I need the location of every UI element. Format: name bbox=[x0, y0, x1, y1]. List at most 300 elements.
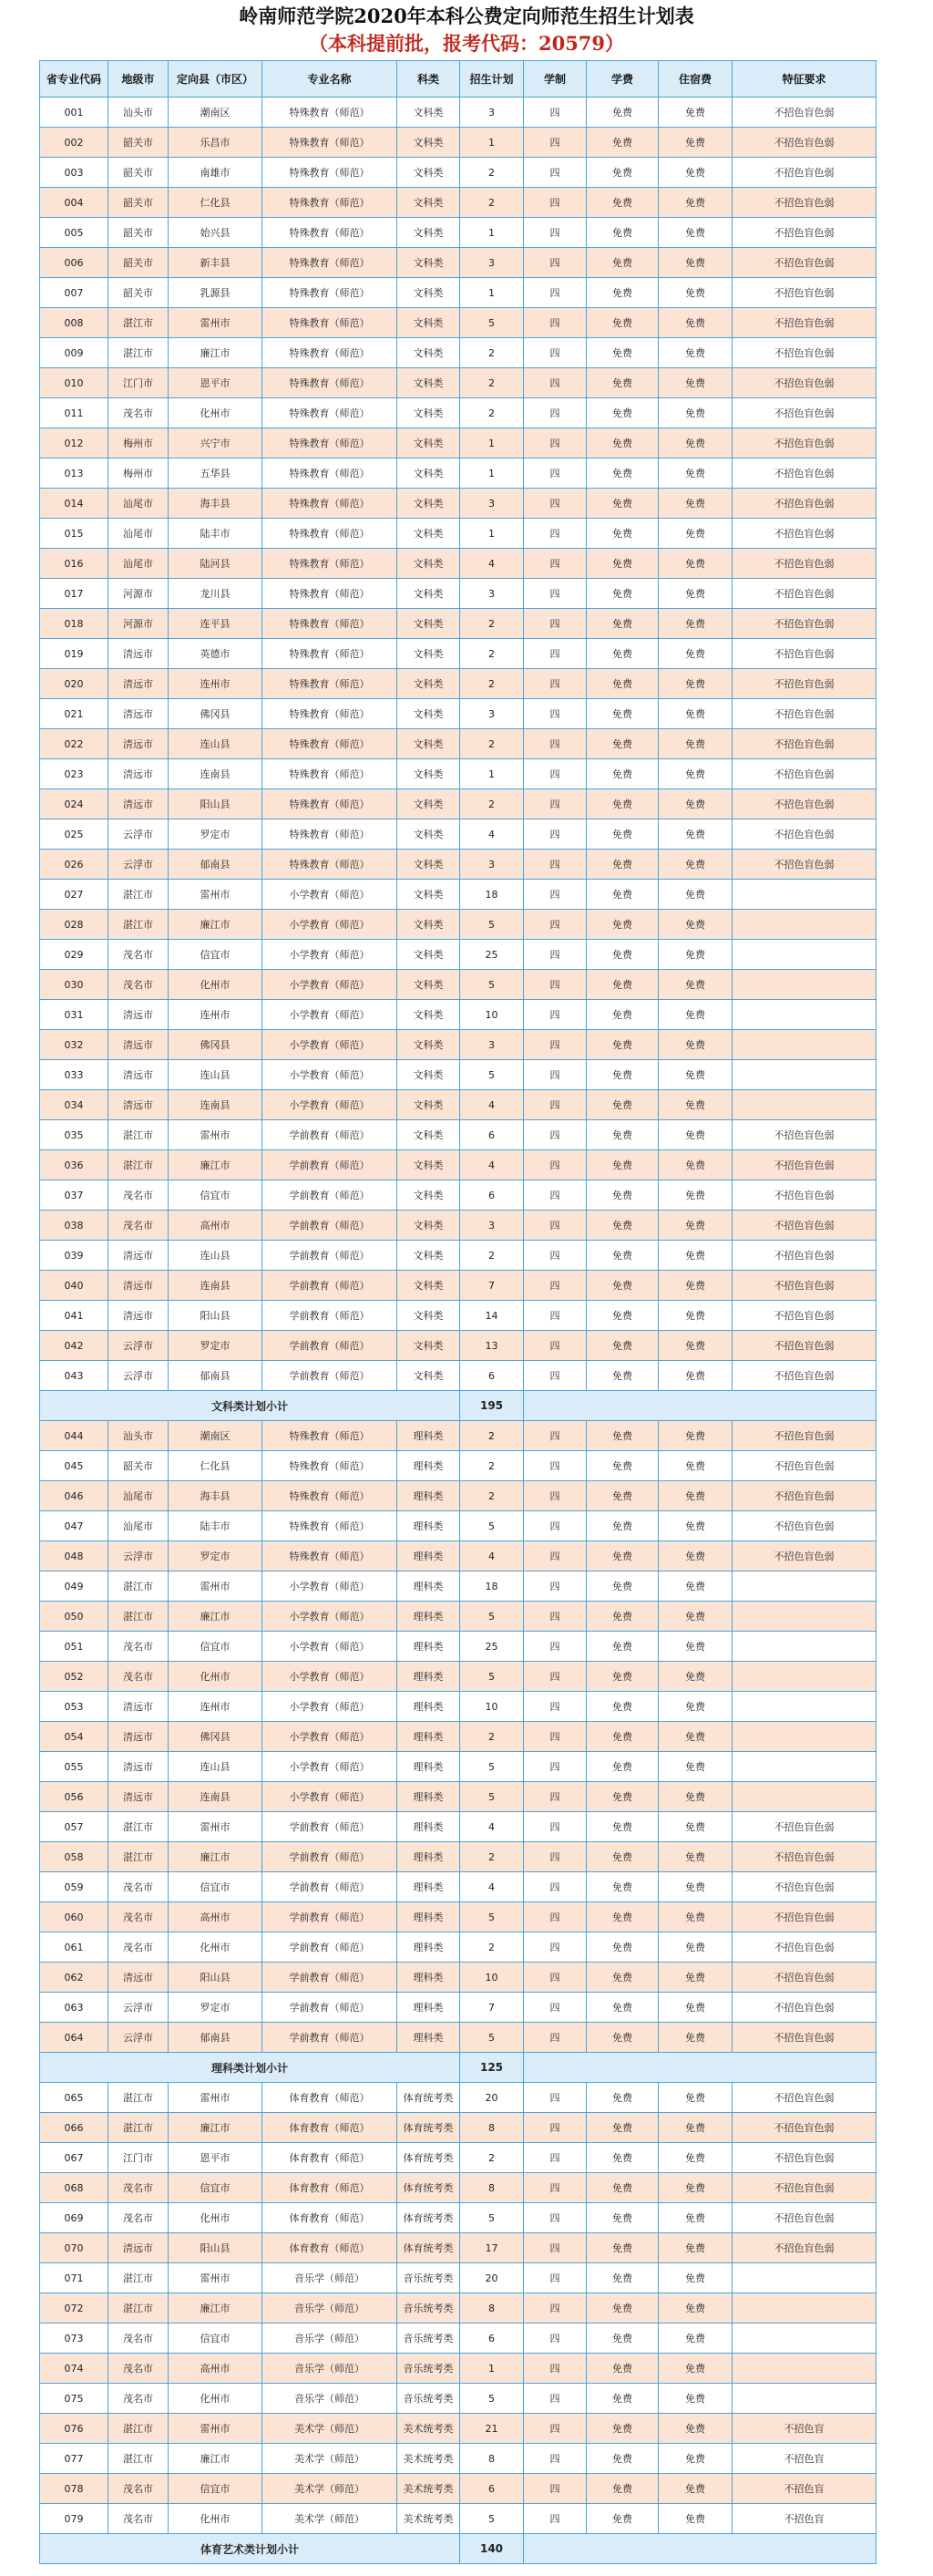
requirement-cell: 不招色盲色弱 bbox=[733, 2023, 877, 2053]
table-row bbox=[40, 1963, 877, 1993]
code-cell: 003 bbox=[40, 158, 108, 188]
major-cell: 小学教育（师范） bbox=[262, 1571, 397, 1602]
category-cell: 文科类 bbox=[397, 1271, 460, 1301]
tuition-cell: 免费 bbox=[587, 1211, 659, 1241]
duration-cell: 四 bbox=[524, 2233, 587, 2263]
col-header-quota: 招生计划 bbox=[460, 61, 524, 98]
housing-cell: 免费 bbox=[659, 729, 733, 759]
category-cell: 体育统考类 bbox=[397, 2113, 460, 2143]
county-cell: 连南县 bbox=[169, 1090, 262, 1120]
quota-cell: 6 bbox=[460, 2474, 524, 2504]
subtotal-empty bbox=[524, 2534, 877, 2564]
requirement-cell bbox=[733, 1571, 877, 1602]
requirement-cell: 不招色盲色弱 bbox=[733, 1361, 877, 1391]
quota-cell: 2 bbox=[460, 669, 524, 699]
table-row bbox=[40, 1241, 877, 1271]
major-cell: 特殊教育（师范） bbox=[262, 759, 397, 789]
duration-cell: 四 bbox=[524, 308, 587, 338]
major-cell: 小学教育（师范） bbox=[262, 1692, 397, 1722]
code-cell: 055 bbox=[40, 1752, 108, 1782]
quota-cell: 2 bbox=[460, 639, 524, 669]
table-row bbox=[40, 2143, 877, 2173]
county-cell: 廉江市 bbox=[169, 910, 262, 940]
col-header-city: 地级市 bbox=[108, 61, 169, 98]
duration-cell: 四 bbox=[524, 639, 587, 669]
table-row bbox=[40, 158, 877, 188]
tuition-cell: 免费 bbox=[587, 1481, 659, 1511]
city-cell: 河源市 bbox=[108, 579, 169, 609]
major-cell: 小学教育（师范） bbox=[262, 1030, 397, 1060]
major-cell: 学前教育（师范） bbox=[262, 1842, 397, 1872]
city-cell: 茂名市 bbox=[108, 2203, 169, 2233]
tuition-cell: 免费 bbox=[587, 338, 659, 368]
code-cell: 050 bbox=[40, 1602, 108, 1632]
city-cell: 云浮市 bbox=[108, 819, 169, 850]
quota-cell: 5 bbox=[460, 2023, 524, 2053]
housing-cell: 免费 bbox=[659, 1902, 733, 1932]
housing-cell: 免费 bbox=[659, 2083, 733, 2113]
category-cell: 文科类 bbox=[397, 519, 460, 549]
requirement-cell: 不招色盲色弱 bbox=[733, 1932, 877, 1963]
requirement-cell bbox=[733, 2293, 877, 2324]
col-header-housing: 住宿费 bbox=[659, 61, 733, 98]
duration-cell: 四 bbox=[524, 519, 587, 549]
major-cell: 特殊教育（师范） bbox=[262, 699, 397, 729]
county-cell: 阳山县 bbox=[169, 2233, 262, 2263]
category-cell: 文科类 bbox=[397, 1301, 460, 1331]
requirement-cell: 不招色盲色弱 bbox=[733, 1993, 877, 2023]
code-cell: 001 bbox=[40, 98, 108, 128]
county-cell: 恩平市 bbox=[169, 368, 262, 398]
city-cell: 云浮市 bbox=[108, 1993, 169, 2023]
duration-cell: 四 bbox=[524, 1752, 587, 1782]
table-row bbox=[40, 2173, 877, 2203]
duration-cell: 四 bbox=[524, 2143, 587, 2173]
code-cell: 008 bbox=[40, 308, 108, 338]
subtotal-value: 195 bbox=[460, 1391, 524, 1421]
table-row bbox=[40, 1782, 877, 1812]
tuition-cell: 免费 bbox=[587, 1932, 659, 1963]
category-cell: 文科类 bbox=[397, 970, 460, 1000]
housing-cell: 免费 bbox=[659, 1421, 733, 1451]
code-cell: 021 bbox=[40, 699, 108, 729]
duration-cell: 四 bbox=[524, 98, 587, 128]
housing-cell: 免费 bbox=[659, 970, 733, 1000]
category-cell: 文科类 bbox=[397, 218, 460, 248]
duration-cell: 四 bbox=[524, 1271, 587, 1301]
code-cell: 014 bbox=[40, 489, 108, 519]
tuition-cell: 免费 bbox=[587, 549, 659, 579]
major-cell: 特殊教育（师范） bbox=[262, 639, 397, 669]
quota-cell: 1 bbox=[460, 218, 524, 248]
category-cell: 理科类 bbox=[397, 1662, 460, 1692]
table-row bbox=[40, 2293, 877, 2324]
duration-cell: 四 bbox=[524, 2263, 587, 2293]
table-row bbox=[40, 1993, 877, 2023]
requirement-cell: 不招色盲色弱 bbox=[733, 308, 877, 338]
quota-cell: 5 bbox=[460, 2384, 524, 2414]
col-header-major: 专业名称 bbox=[262, 61, 397, 98]
category-cell: 理科类 bbox=[397, 1511, 460, 1541]
county-cell: 五华县 bbox=[169, 459, 262, 489]
category-cell: 体育统考类 bbox=[397, 2143, 460, 2173]
code-cell: 015 bbox=[40, 519, 108, 549]
category-cell: 音乐统考类 bbox=[397, 2263, 460, 2293]
category-cell: 文科类 bbox=[397, 98, 460, 128]
code-cell: 013 bbox=[40, 459, 108, 489]
city-cell: 清远市 bbox=[108, 1090, 169, 1120]
quota-cell: 5 bbox=[460, 1782, 524, 1812]
code-cell: 010 bbox=[40, 368, 108, 398]
city-cell: 梅州市 bbox=[108, 459, 169, 489]
category-cell: 理科类 bbox=[397, 1932, 460, 1963]
county-cell: 郁南县 bbox=[169, 1361, 262, 1391]
table-row bbox=[40, 1120, 877, 1150]
requirement-cell: 不招色盲色弱 bbox=[733, 1842, 877, 1872]
city-cell: 湛江市 bbox=[108, 1812, 169, 1842]
category-cell: 文科类 bbox=[397, 489, 460, 519]
housing-cell: 免费 bbox=[659, 2504, 733, 2534]
code-cell: 044 bbox=[40, 1421, 108, 1451]
duration-cell: 四 bbox=[524, 278, 587, 308]
quota-cell: 5 bbox=[460, 1602, 524, 1632]
quota-cell: 1 bbox=[460, 759, 524, 789]
housing-cell: 免费 bbox=[659, 1120, 733, 1150]
duration-cell: 四 bbox=[524, 1060, 587, 1090]
duration-cell: 四 bbox=[524, 1120, 587, 1150]
quota-cell: 20 bbox=[460, 2083, 524, 2113]
category-cell: 文科类 bbox=[397, 278, 460, 308]
tuition-cell: 免费 bbox=[587, 2293, 659, 2324]
county-cell: 信宜市 bbox=[169, 2474, 262, 2504]
requirement-cell: 不招色盲色弱 bbox=[733, 459, 877, 489]
city-cell: 江门市 bbox=[108, 368, 169, 398]
housing-cell: 免费 bbox=[659, 1571, 733, 1602]
duration-cell: 四 bbox=[524, 489, 587, 519]
duration-cell: 四 bbox=[524, 2023, 587, 2053]
tuition-cell: 免费 bbox=[587, 2324, 659, 2354]
housing-cell: 免费 bbox=[659, 218, 733, 248]
housing-cell: 免费 bbox=[659, 1180, 733, 1211]
tuition-cell: 免费 bbox=[587, 1602, 659, 1632]
duration-cell: 四 bbox=[524, 1030, 587, 1060]
county-cell: 连南县 bbox=[169, 1271, 262, 1301]
major-cell: 特殊教育（师范） bbox=[262, 128, 397, 158]
col-header-category: 科类 bbox=[397, 61, 460, 98]
category-cell: 文科类 bbox=[397, 789, 460, 819]
duration-cell: 四 bbox=[524, 1241, 587, 1271]
county-cell: 连山县 bbox=[169, 729, 262, 759]
county-cell: 佛冈县 bbox=[169, 1722, 262, 1752]
city-cell: 汕尾市 bbox=[108, 549, 169, 579]
tuition-cell: 免费 bbox=[587, 2444, 659, 2474]
duration-cell: 四 bbox=[524, 609, 587, 639]
category-cell: 美术统考类 bbox=[397, 2414, 460, 2444]
quota-cell: 2 bbox=[460, 1241, 524, 1271]
code-cell: 020 bbox=[40, 669, 108, 699]
quota-cell: 5 bbox=[460, 1662, 524, 1692]
major-cell: 学前教育（师范） bbox=[262, 1331, 397, 1361]
requirement-cell bbox=[733, 1752, 877, 1782]
code-cell: 006 bbox=[40, 248, 108, 278]
requirement-cell: 不招色盲色弱 bbox=[733, 158, 877, 188]
major-cell: 小学教育（师范） bbox=[262, 1602, 397, 1632]
housing-cell: 免费 bbox=[659, 1331, 733, 1361]
city-cell: 清远市 bbox=[108, 1692, 169, 1722]
county-cell: 雷州市 bbox=[169, 2263, 262, 2293]
county-cell: 连山县 bbox=[169, 1241, 262, 1271]
city-cell: 茂名市 bbox=[108, 2504, 169, 2534]
county-cell: 信宜市 bbox=[169, 2324, 262, 2354]
housing-cell: 免费 bbox=[659, 2173, 733, 2203]
tuition-cell: 免费 bbox=[587, 1571, 659, 1602]
major-cell: 特殊教育（师范） bbox=[262, 579, 397, 609]
code-cell: 058 bbox=[40, 1842, 108, 1872]
duration-cell: 四 bbox=[524, 2203, 587, 2233]
housing-cell: 免费 bbox=[659, 639, 733, 669]
category-cell: 文科类 bbox=[397, 1120, 460, 1150]
requirement-cell: 不招色盲色弱 bbox=[733, 428, 877, 459]
duration-cell: 四 bbox=[524, 1451, 587, 1481]
major-cell: 学前教育（师范） bbox=[262, 2023, 397, 2053]
code-cell: 030 bbox=[40, 970, 108, 1000]
table-row bbox=[40, 970, 877, 1000]
county-cell: 乳源县 bbox=[169, 278, 262, 308]
category-cell: 文科类 bbox=[397, 1090, 460, 1120]
major-cell: 学前教育（师范） bbox=[262, 1301, 397, 1331]
requirement-cell: 不招色盲 bbox=[733, 2444, 877, 2474]
code-cell: 042 bbox=[40, 1331, 108, 1361]
county-cell: 英德市 bbox=[169, 639, 262, 669]
county-cell: 廉江市 bbox=[169, 2113, 262, 2143]
quota-cell: 18 bbox=[460, 880, 524, 910]
city-cell: 清远市 bbox=[108, 1271, 169, 1301]
county-cell: 海丰县 bbox=[169, 489, 262, 519]
quota-cell: 20 bbox=[460, 2263, 524, 2293]
category-cell: 理科类 bbox=[397, 1993, 460, 2023]
category-cell: 美术统考类 bbox=[397, 2474, 460, 2504]
category-cell: 文科类 bbox=[397, 398, 460, 428]
code-cell: 002 bbox=[40, 128, 108, 158]
requirement-cell: 不招色盲色弱 bbox=[733, 639, 877, 669]
major-cell: 学前教育（师范） bbox=[262, 1902, 397, 1932]
major-cell: 特殊教育（师范） bbox=[262, 98, 397, 128]
major-cell: 小学教育（师范） bbox=[262, 940, 397, 970]
housing-cell: 免费 bbox=[659, 2444, 733, 2474]
requirement-cell: 不招色盲色弱 bbox=[733, 549, 877, 579]
subtotal-label: 文科类计划小计 bbox=[40, 1391, 460, 1421]
requirement-cell: 不招色盲色弱 bbox=[733, 729, 877, 759]
tuition-cell: 免费 bbox=[587, 910, 659, 940]
housing-cell: 免费 bbox=[659, 2113, 733, 2143]
table-row bbox=[40, 489, 877, 519]
col-header-county: 定向县（市区） bbox=[169, 61, 262, 98]
county-cell: 潮南区 bbox=[169, 1421, 262, 1451]
county-cell: 化州市 bbox=[169, 398, 262, 428]
page-subtitle: （本科提前批，报考代码：20579） bbox=[308, 32, 625, 55]
city-cell: 清远市 bbox=[108, 1752, 169, 1782]
duration-cell: 四 bbox=[524, 1902, 587, 1932]
category-cell: 理科类 bbox=[397, 1902, 460, 1932]
county-cell: 雷州市 bbox=[169, 2414, 262, 2444]
requirement-cell: 不招色盲 bbox=[733, 2474, 877, 2504]
quota-cell: 4 bbox=[460, 1872, 524, 1902]
tuition-cell: 免费 bbox=[587, 639, 659, 669]
city-cell: 茂名市 bbox=[108, 1902, 169, 1932]
duration-cell: 四 bbox=[524, 1662, 587, 1692]
major-cell: 小学教育（师范） bbox=[262, 1752, 397, 1782]
requirement-cell bbox=[733, 2354, 877, 2384]
major-cell: 体育教育（师范） bbox=[262, 2233, 397, 2263]
requirement-cell bbox=[733, 1632, 877, 1662]
quota-cell: 1 bbox=[460, 278, 524, 308]
duration-cell: 四 bbox=[524, 248, 587, 278]
quota-cell: 4 bbox=[460, 549, 524, 579]
code-cell: 054 bbox=[40, 1722, 108, 1752]
tuition-cell: 免费 bbox=[587, 1782, 659, 1812]
category-cell: 理科类 bbox=[397, 2023, 460, 2053]
housing-cell: 免费 bbox=[659, 609, 733, 639]
county-cell: 高州市 bbox=[169, 2354, 262, 2384]
county-cell: 连州市 bbox=[169, 1000, 262, 1030]
category-cell: 文科类 bbox=[397, 940, 460, 970]
code-cell: 063 bbox=[40, 1993, 108, 2023]
table-row bbox=[40, 1060, 877, 1090]
table-row bbox=[40, 2474, 877, 2504]
city-cell: 汕头市 bbox=[108, 98, 169, 128]
duration-cell: 四 bbox=[524, 1722, 587, 1752]
city-cell: 江门市 bbox=[108, 2143, 169, 2173]
county-cell: 阳山县 bbox=[169, 1301, 262, 1331]
county-cell: 罗定市 bbox=[169, 1993, 262, 2023]
quota-cell: 3 bbox=[460, 699, 524, 729]
major-cell: 体育教育（师范） bbox=[262, 2083, 397, 2113]
enrollment-plan-table bbox=[39, 60, 877, 2564]
tuition-cell: 免费 bbox=[587, 1421, 659, 1451]
city-cell: 云浮市 bbox=[108, 2023, 169, 2053]
requirement-cell: 不招色盲色弱 bbox=[733, 1421, 877, 1451]
tuition-cell: 免费 bbox=[587, 1000, 659, 1030]
duration-cell: 四 bbox=[524, 669, 587, 699]
quota-cell: 7 bbox=[460, 1993, 524, 2023]
tuition-cell: 免费 bbox=[587, 1752, 659, 1782]
code-cell: 012 bbox=[40, 428, 108, 459]
city-cell: 湛江市 bbox=[108, 2263, 169, 2293]
tuition-cell: 免费 bbox=[587, 609, 659, 639]
requirement-cell bbox=[733, 1782, 877, 1812]
table-row bbox=[40, 759, 877, 789]
housing-cell: 免费 bbox=[659, 1211, 733, 1241]
city-cell: 韶关市 bbox=[108, 158, 169, 188]
col-header-requirement: 特征要求 bbox=[733, 61, 877, 98]
quota-cell: 5 bbox=[460, 970, 524, 1000]
tuition-cell: 免费 bbox=[587, 2233, 659, 2263]
major-cell: 学前教育（师范） bbox=[262, 1180, 397, 1211]
major-cell: 美术学（师范） bbox=[262, 2414, 397, 2444]
table-row bbox=[40, 1752, 877, 1782]
requirement-cell: 不招色盲色弱 bbox=[733, 1331, 877, 1361]
major-cell: 小学教育（师范） bbox=[262, 1000, 397, 1030]
duration-cell: 四 bbox=[524, 1331, 587, 1361]
county-cell: 信宜市 bbox=[169, 1180, 262, 1211]
county-cell: 始兴县 bbox=[169, 218, 262, 248]
major-cell: 学前教育（师范） bbox=[262, 1993, 397, 2023]
tuition-cell: 免费 bbox=[587, 218, 659, 248]
city-cell: 湛江市 bbox=[108, 1842, 169, 1872]
code-cell: 034 bbox=[40, 1090, 108, 1120]
category-cell: 文科类 bbox=[397, 1030, 460, 1060]
quota-cell: 2 bbox=[460, 2143, 524, 2173]
housing-cell: 免费 bbox=[659, 1000, 733, 1030]
requirement-cell: 不招色盲色弱 bbox=[733, 278, 877, 308]
table-row bbox=[40, 1211, 877, 1241]
requirement-cell: 不招色盲色弱 bbox=[733, 519, 877, 549]
housing-cell: 免费 bbox=[659, 2293, 733, 2324]
duration-cell: 四 bbox=[524, 850, 587, 880]
major-cell: 特殊教育（师范） bbox=[262, 1511, 397, 1541]
major-cell: 小学教育（师范） bbox=[262, 970, 397, 1000]
county-cell: 连州市 bbox=[169, 1692, 262, 1722]
code-cell: 051 bbox=[40, 1632, 108, 1662]
table-row bbox=[40, 308, 877, 338]
tuition-cell: 免费 bbox=[587, 398, 659, 428]
tuition-cell: 免费 bbox=[587, 789, 659, 819]
requirement-cell: 不招色盲色弱 bbox=[733, 489, 877, 519]
quota-cell: 5 bbox=[460, 308, 524, 338]
code-cell: 062 bbox=[40, 1963, 108, 1993]
requirement-cell: 不招色盲色弱 bbox=[733, 1451, 877, 1481]
table-row bbox=[40, 1000, 877, 1030]
city-cell: 茂名市 bbox=[108, 940, 169, 970]
city-cell: 韶关市 bbox=[108, 218, 169, 248]
duration-cell: 四 bbox=[524, 819, 587, 850]
quota-cell: 4 bbox=[460, 1541, 524, 1571]
city-cell: 清远市 bbox=[108, 759, 169, 789]
tuition-cell: 免费 bbox=[587, 489, 659, 519]
requirement-cell: 不招色盲色弱 bbox=[733, 368, 877, 398]
major-cell: 小学教育（师范） bbox=[262, 1060, 397, 1090]
county-cell: 雷州市 bbox=[169, 1812, 262, 1842]
tuition-cell: 免费 bbox=[587, 1241, 659, 1271]
category-cell: 理科类 bbox=[397, 1481, 460, 1511]
housing-cell: 免费 bbox=[659, 2354, 733, 2384]
table-row bbox=[40, 1301, 877, 1331]
city-cell: 湛江市 bbox=[108, 880, 169, 910]
col-header-code: 省专业代码 bbox=[40, 61, 108, 98]
tuition-cell: 免费 bbox=[587, 368, 659, 398]
requirement-cell: 不招色盲色弱 bbox=[733, 579, 877, 609]
city-cell: 湛江市 bbox=[108, 1150, 169, 1180]
quota-cell: 3 bbox=[460, 98, 524, 128]
table-header-row bbox=[40, 61, 877, 98]
duration-cell: 四 bbox=[524, 398, 587, 428]
category-cell: 理科类 bbox=[397, 1722, 460, 1752]
major-cell: 小学教育（师范） bbox=[262, 1662, 397, 1692]
table-row bbox=[40, 549, 877, 579]
requirement-cell: 不招色盲色弱 bbox=[733, 338, 877, 368]
requirement-cell: 不招色盲色弱 bbox=[733, 609, 877, 639]
requirement-cell: 不招色盲色弱 bbox=[733, 1211, 877, 1241]
quota-cell: 8 bbox=[460, 2444, 524, 2474]
quota-cell: 8 bbox=[460, 2293, 524, 2324]
city-cell: 茂名市 bbox=[108, 2384, 169, 2414]
county-cell: 阳山县 bbox=[169, 789, 262, 819]
housing-cell: 免费 bbox=[659, 1752, 733, 1782]
county-cell: 化州市 bbox=[169, 2384, 262, 2414]
housing-cell: 免费 bbox=[659, 880, 733, 910]
duration-cell: 四 bbox=[524, 970, 587, 1000]
major-cell: 小学教育（师范） bbox=[262, 1722, 397, 1752]
